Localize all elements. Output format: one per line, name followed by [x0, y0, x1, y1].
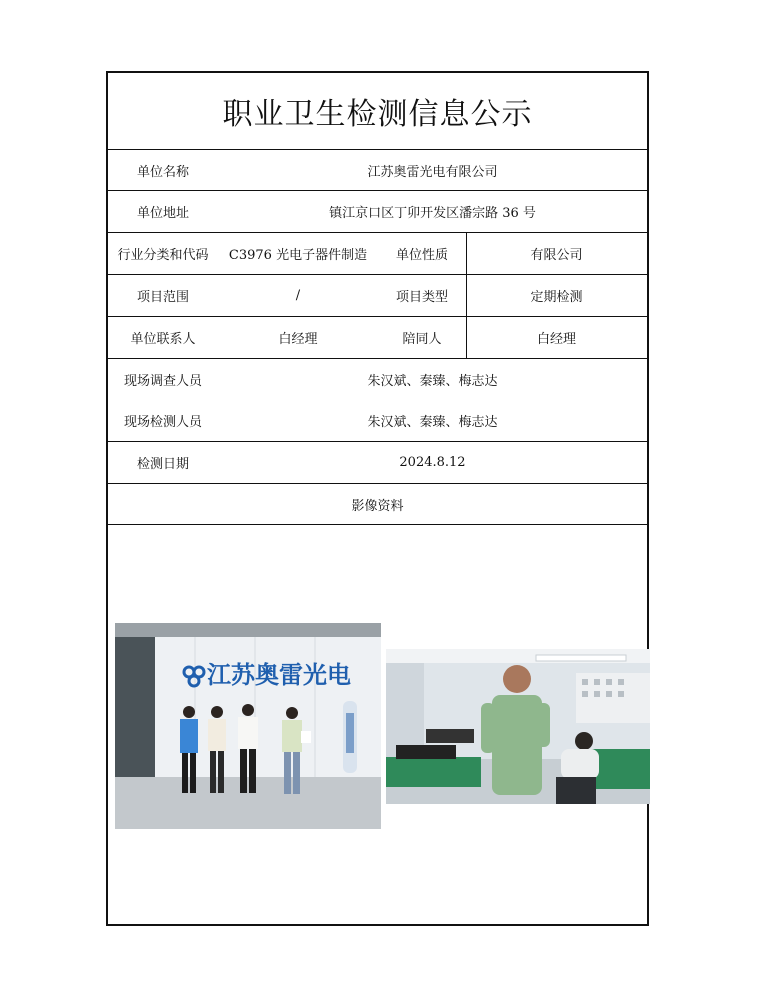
label-survey-staff: 现场调查人员 — [123, 374, 202, 389]
row-project — [108, 274, 647, 316]
value-industry: C3976 光电子器件制造 — [228, 248, 368, 263]
value-project-type: 定期检测 — [530, 290, 583, 305]
value-project-scope: / — [295, 288, 301, 303]
value-test-date: 2024.8.12 — [399, 455, 466, 470]
value-survey-staff: 朱汉斌、秦臻、梅志达 — [367, 374, 498, 389]
label-industry: 行业分类和代码 — [117, 248, 209, 263]
row-contact — [108, 316, 647, 358]
row-unit-name — [108, 149, 647, 190]
value-unit-type: 有限公司 — [530, 248, 583, 263]
value-test-staff: 朱汉斌、秦臻、梅志达 — [367, 415, 498, 430]
label-project-type: 项目类型 — [395, 290, 448, 305]
label-contact: 单位联系人 — [130, 332, 196, 347]
group-photo — [115, 623, 381, 829]
value-escort: 白经理 — [536, 332, 576, 347]
label-escort: 陪同人 — [402, 332, 442, 347]
workshop-photo-image — [386, 649, 650, 804]
company-sign-text: 江苏奥雷光电 — [207, 661, 351, 689]
value-unit-name: 江苏奥雷光电有限公司 — [367, 164, 498, 180]
label-project-scope: 项目范围 — [136, 290, 189, 305]
label-test-date: 检测日期 — [136, 457, 189, 472]
row-test-staff — [108, 400, 647, 441]
row-survey-staff — [108, 358, 647, 400]
label-unit-address: 单位地址 — [136, 206, 189, 221]
disclosure-form — [106, 71, 649, 926]
workshop-photo — [386, 649, 650, 804]
label-unit-name: 单位名称 — [136, 164, 189, 180]
label-unit-type: 单位性质 — [395, 248, 448, 263]
page-title: 职业卫生检测信息公示 — [222, 97, 533, 132]
row-media-header — [108, 483, 647, 524]
value-unit-address: 镇江京口区丁卯开发区潘宗路 36 号 — [329, 206, 536, 221]
photo-area — [108, 524, 647, 924]
row-industry — [108, 232, 647, 274]
media-header: 影像资料 — [351, 498, 404, 514]
label-test-staff: 现场检测人员 — [123, 415, 202, 430]
group-photo-image — [115, 623, 381, 829]
row-unit-address — [108, 190, 647, 232]
row-test-date — [108, 441, 647, 483]
value-contact: 白经理 — [278, 332, 318, 347]
